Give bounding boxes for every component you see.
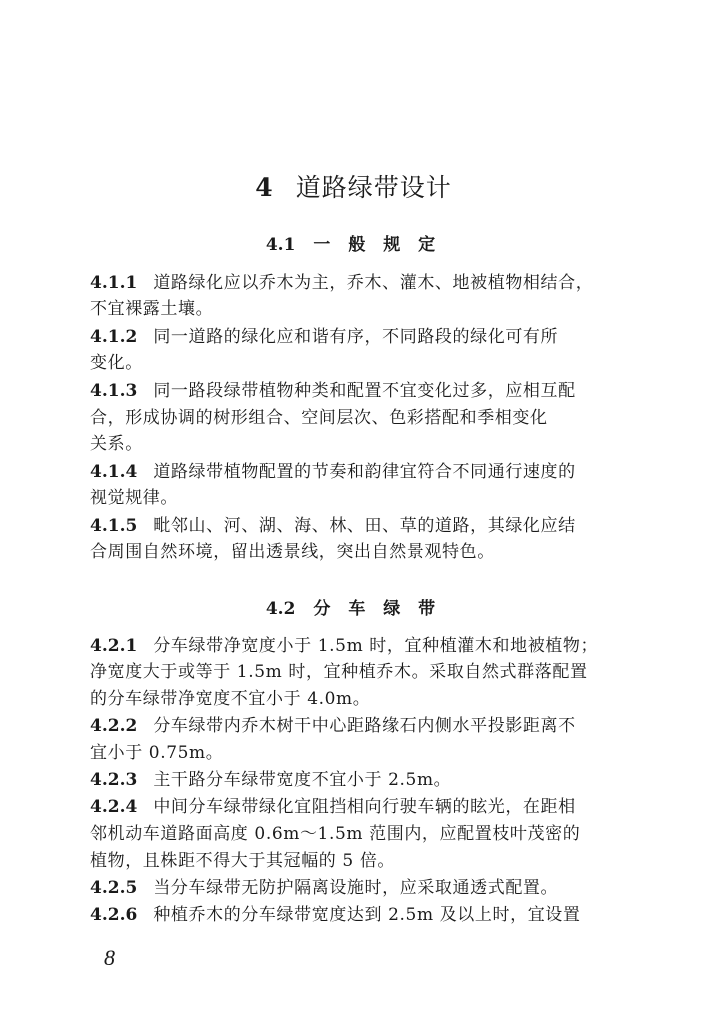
clause-4-2-1-line-3: 的分车绿带净宽度不宜小于 4.0m。 <box>90 689 371 709</box>
clause-4-1-5-line-2: 合周围自然环境，留出透景线，突出自然景观特色。 <box>90 542 495 562</box>
clause-4-1-5-line-1: 4.1.5 毗邻山、河、湖、海、林、田、草的道路，其绿化应结 <box>90 516 576 536</box>
chapter-title <box>0 168 707 204</box>
clause-4-1-3-line-1: 4.1.3 同一路段绿带植物种类和配置不宜变化过多，应相互配 <box>90 381 576 401</box>
clause-4-1-1-line-1: 4.1.1 道路绿化应以乔木为主，乔木、灌木、地被植物相结合， <box>90 273 594 293</box>
clause-number: 4.1.4 <box>90 462 138 482</box>
clause-4-1-4-line-2: 视觉规律。 <box>90 488 178 508</box>
chapter-number: 4 <box>255 173 274 202</box>
chapter-title-text: 道路绿带设计 <box>295 173 452 202</box>
clause-4-2-3-line-1: 4.2.3 主干路分车绿带宽度不宜小于 2.5m。 <box>90 770 452 790</box>
clause-4-2-2-line-2: 宜小于 0.75m。 <box>90 743 224 763</box>
clause-4-1-2-line-2: 变化。 <box>90 353 143 373</box>
clause-4-2-4-line-1: 4.2.4 中间分车绿带绿化宜阻挡相向行驶车辆的眩光，在距相 <box>90 797 576 817</box>
clause-4-1-1-line-2: 不宜裸露土壤。 <box>90 299 214 319</box>
clause-4-1-4-line-1: 4.1.4 道路绿带植物配置的节奏和韵律宜符合不同通行速度的 <box>90 462 576 482</box>
clause-4-2-1-line-2: 净宽度大于或等于 1.5m 时，宜种植乔木。采取自然式群落配置 <box>90 662 588 682</box>
clause-number: 4.2.1 <box>90 636 138 656</box>
clause-number: 4.1.3 <box>90 381 138 401</box>
clause-number: 4.1.1 <box>90 273 138 293</box>
clause-number: 4.2.6 <box>90 905 138 925</box>
clause-number: 4.1.5 <box>90 516 138 536</box>
section-title-4-2: 4.2 分 车 绿 带 <box>265 599 442 619</box>
clause-4-2-4-line-3: 植物，且株距不得大于其冠幅的 5 倍。 <box>90 851 396 871</box>
clause-4-2-4-line-2: 邻机动车道路面高度 0.6m～1.5m 范围内，应配置枝叶茂密的 <box>90 824 581 844</box>
clause-4-1-2-line-1: 4.1.2 同一道路的绿化应和谐有序，不同路段的绿化可有所 <box>90 327 559 347</box>
clause-number: 4.2.2 <box>90 716 138 736</box>
page-number: 8 <box>104 945 115 970</box>
section-title-4-1: 4.1 一 般 规 定 <box>265 235 442 255</box>
clause-number: 4.2.3 <box>90 770 138 790</box>
clause-number: 4.2.5 <box>90 878 138 898</box>
clause-number: 4.2.4 <box>90 797 138 817</box>
clause-4-1-3-line-2: 合，形成协调的树形组合、空间层次、色彩搭配和季相变化 <box>90 408 548 428</box>
clause-4-2-5-line-1: 4.2.5 当分车绿带无防护隔离设施时，应采取通透式配置。 <box>90 878 559 898</box>
clause-4-1-3-line-3: 关系。 <box>90 434 143 454</box>
clause-4-2-6-line-1: 4.2.6 种植乔木的分车绿带宽度达到 2.5m 及以上时，宜设置 <box>90 905 581 925</box>
clause-4-2-2-line-1: 4.2.2 分车绿带内乔木树干中心距路缘石内侧水平投影距离不 <box>90 716 576 736</box>
clause-number: 4.1.2 <box>90 327 138 347</box>
clause-4-2-1-line-1: 4.2.1 分车绿带净宽度小于 1.5m 时，宜种植灌木和地被植物； <box>90 636 599 656</box>
